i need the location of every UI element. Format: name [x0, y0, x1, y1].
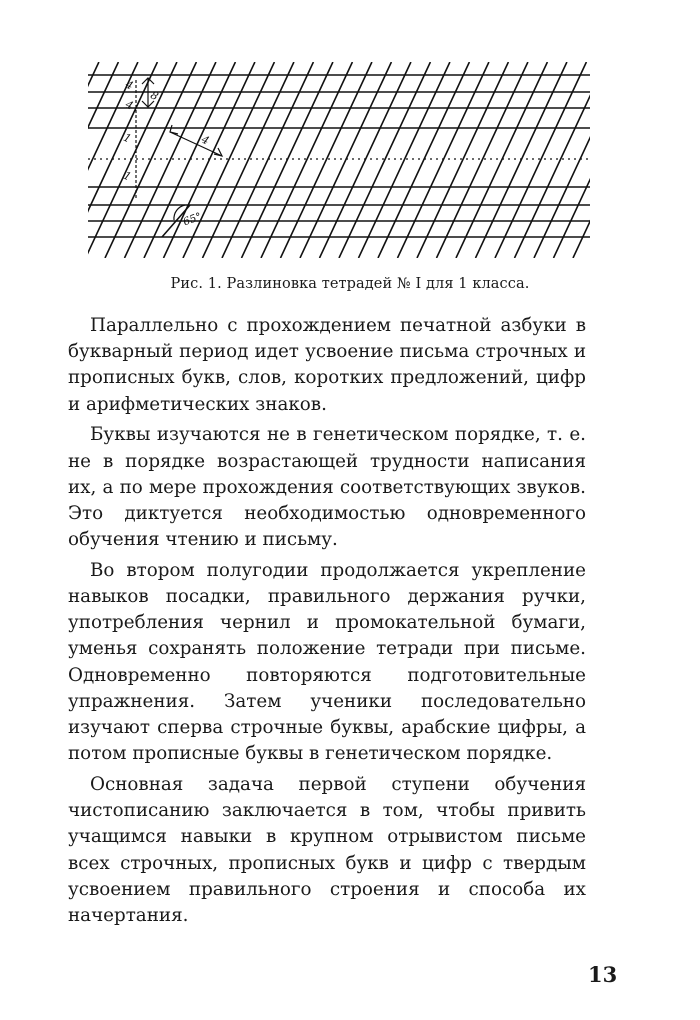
- dim-label-mid: 4: [199, 132, 212, 148]
- paragraph: Буквы изучаются не в генетическом порядке, т. е. не в порядке возрастающей трудности написания их, а по мере прохождения соответствующих звуков. Это диктуется необходимостью одновременного обучения чтению и письму.: [68, 424, 586, 551]
- horizontal-rules: [88, 75, 590, 237]
- paragraph: Параллельно с прохождением печатной азбуки в букварный период идет усвоение письма строчных и прописных букв, слов, коротких предложений, цифр и арифметических знаков.: [68, 315, 586, 415]
- page-number: 13: [588, 962, 618, 987]
- dim-label-big-b: 1: [121, 168, 134, 184]
- paragraph: Основная задача первой ступени обучения чистописанию заключается в том, чтобы привить учащимся навыки в крупном отрывистом письме всех строчных, прописных букв и цифр с твердым усвоением правильного строения и способа их начертания.: [68, 773, 586, 926]
- notebook-ruling-figure: [88, 62, 590, 258]
- dim-label-small-a: 4: [123, 77, 136, 93]
- figure-caption: Рис. 1. Разлиновка тетрадей № I для 1 класса.: [170, 276, 530, 292]
- body-text: [68, 313, 586, 934]
- dimension-marks: [136, 78, 222, 237]
- dim-label-big-a: 1: [121, 130, 134, 146]
- dim-label-small-b: 4: [123, 97, 136, 113]
- dim-label-angle: 65°: [181, 210, 204, 229]
- dim-label-total: 8: [148, 88, 161, 104]
- paragraph: Во втором полугодии продолжается укрепление навыков посадки, правильного держания ручки, употребления чернил и промокательной бумаги, уменья сохранять положение тетради при письме. Одновременно повторяются подготовительные упражнения. Затем ученики последовательно изучают сперва строчные буквы, арабские цифры, а потом прописные буквы в генетическом порядке.: [68, 559, 586, 765]
